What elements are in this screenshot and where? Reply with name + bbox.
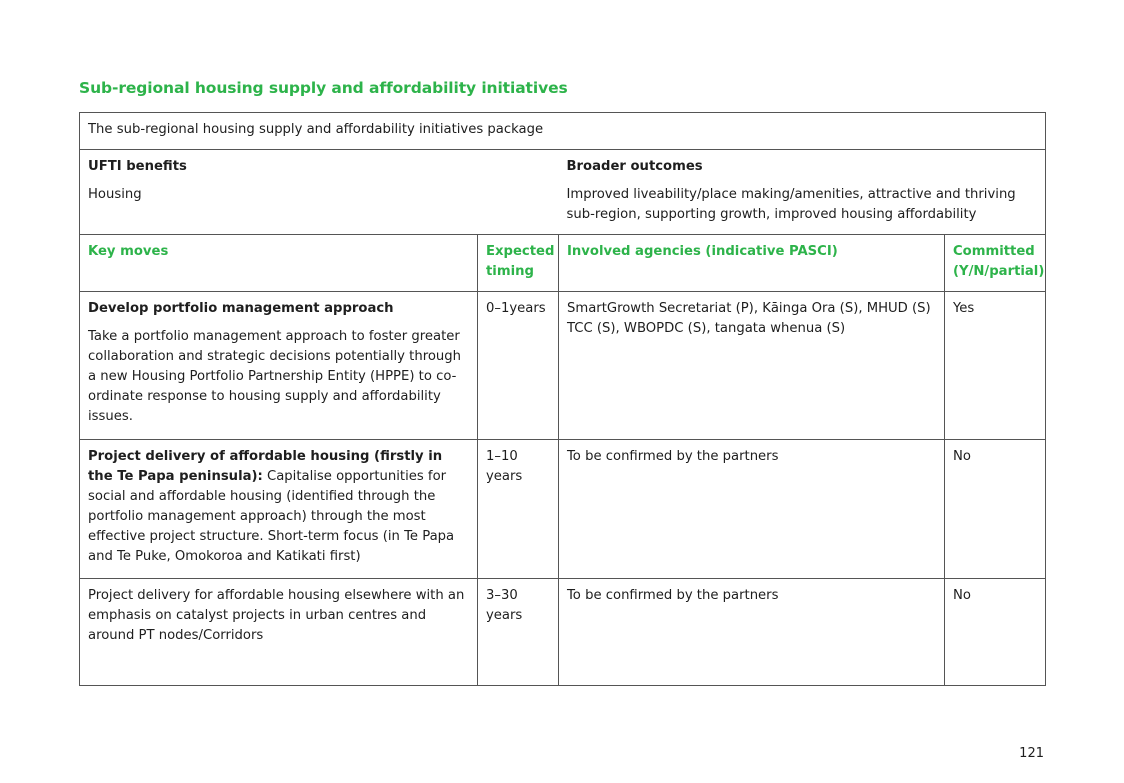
ufti-benefits-value: Housing (88, 187, 142, 202)
agencies-cell: SmartGrowth Secretariat (P), Kāinga Ora (S), MHUD (S) TCC (S), WBOPDC (S), tangata whenua (S) (559, 292, 945, 440)
section-heading: Sub-regional housing supply and affordability initiatives (79, 79, 568, 97)
timing-cell: 3–30 years (478, 579, 559, 686)
broader-outcomes-cell (559, 150, 1046, 235)
committed-cell: No (945, 440, 1046, 579)
ufti-benefits-cell (80, 150, 559, 235)
column-header-row (80, 235, 1046, 292)
key-move-title: Develop portfolio management approach (88, 301, 394, 316)
agencies-cell: To be confirmed by the partners (559, 440, 945, 579)
header-key-moves: Key moves (80, 235, 478, 292)
key-move-cell (80, 292, 478, 440)
key-move-description: Capitalise opportunities for social and affordable housing (identified through the portfolio management approach) through the most effective project structure. Short-term focus (in Te Papa and Te Puke, Omokoroa and Katikati first) (88, 469, 455, 564)
committed-cell: Yes (945, 292, 1046, 440)
timing-cell: 0–1years (478, 292, 559, 440)
header-involved-agencies: Involved agencies (indicative PASCI) (559, 235, 945, 292)
header-expected-timing: Expected timing (478, 235, 559, 292)
key-move-cell: Project delivery for affordable housing elsewhere with an emphasis on catalyst projects in urban centres and around PT nodes/Corridors (80, 579, 478, 686)
initiatives-table (79, 112, 1046, 686)
table-row (80, 440, 1046, 579)
table-row (80, 292, 1046, 440)
broader-outcomes-label: Broader outcomes (566, 159, 703, 174)
broader-outcomes-value: Improved liveability/place making/amenities, attractive and thriving sub-region, supporting growth, improved housing affordability (566, 187, 1016, 222)
ufti-benefits-label: UFTI benefits (88, 159, 187, 174)
timing-cell: 1–10 years (478, 440, 559, 579)
package-title: The sub-regional housing supply and affordability initiatives package (80, 113, 1046, 150)
table-row (80, 579, 1046, 686)
benefits-row (80, 150, 1046, 235)
key-move-title: Project delivery of affordable housing (firstly in the Te Papa peninsula): (88, 449, 443, 484)
package-title-row (80, 113, 1046, 150)
key-move-cell (80, 440, 478, 579)
page-number: 121 (1019, 746, 1044, 761)
agencies-cell: To be confirmed by the partners (559, 579, 945, 686)
header-committed: Committed (Y/N/partial) (945, 235, 1046, 292)
committed-cell: No (945, 579, 1046, 686)
key-move-description: Take a portfolio management approach to foster greater collaboration and strategic decisions potentially through a new Housing Portfolio Partnership Entity (HPPE) to co-ordinate response to housing supply and affordability issues. (88, 329, 461, 424)
